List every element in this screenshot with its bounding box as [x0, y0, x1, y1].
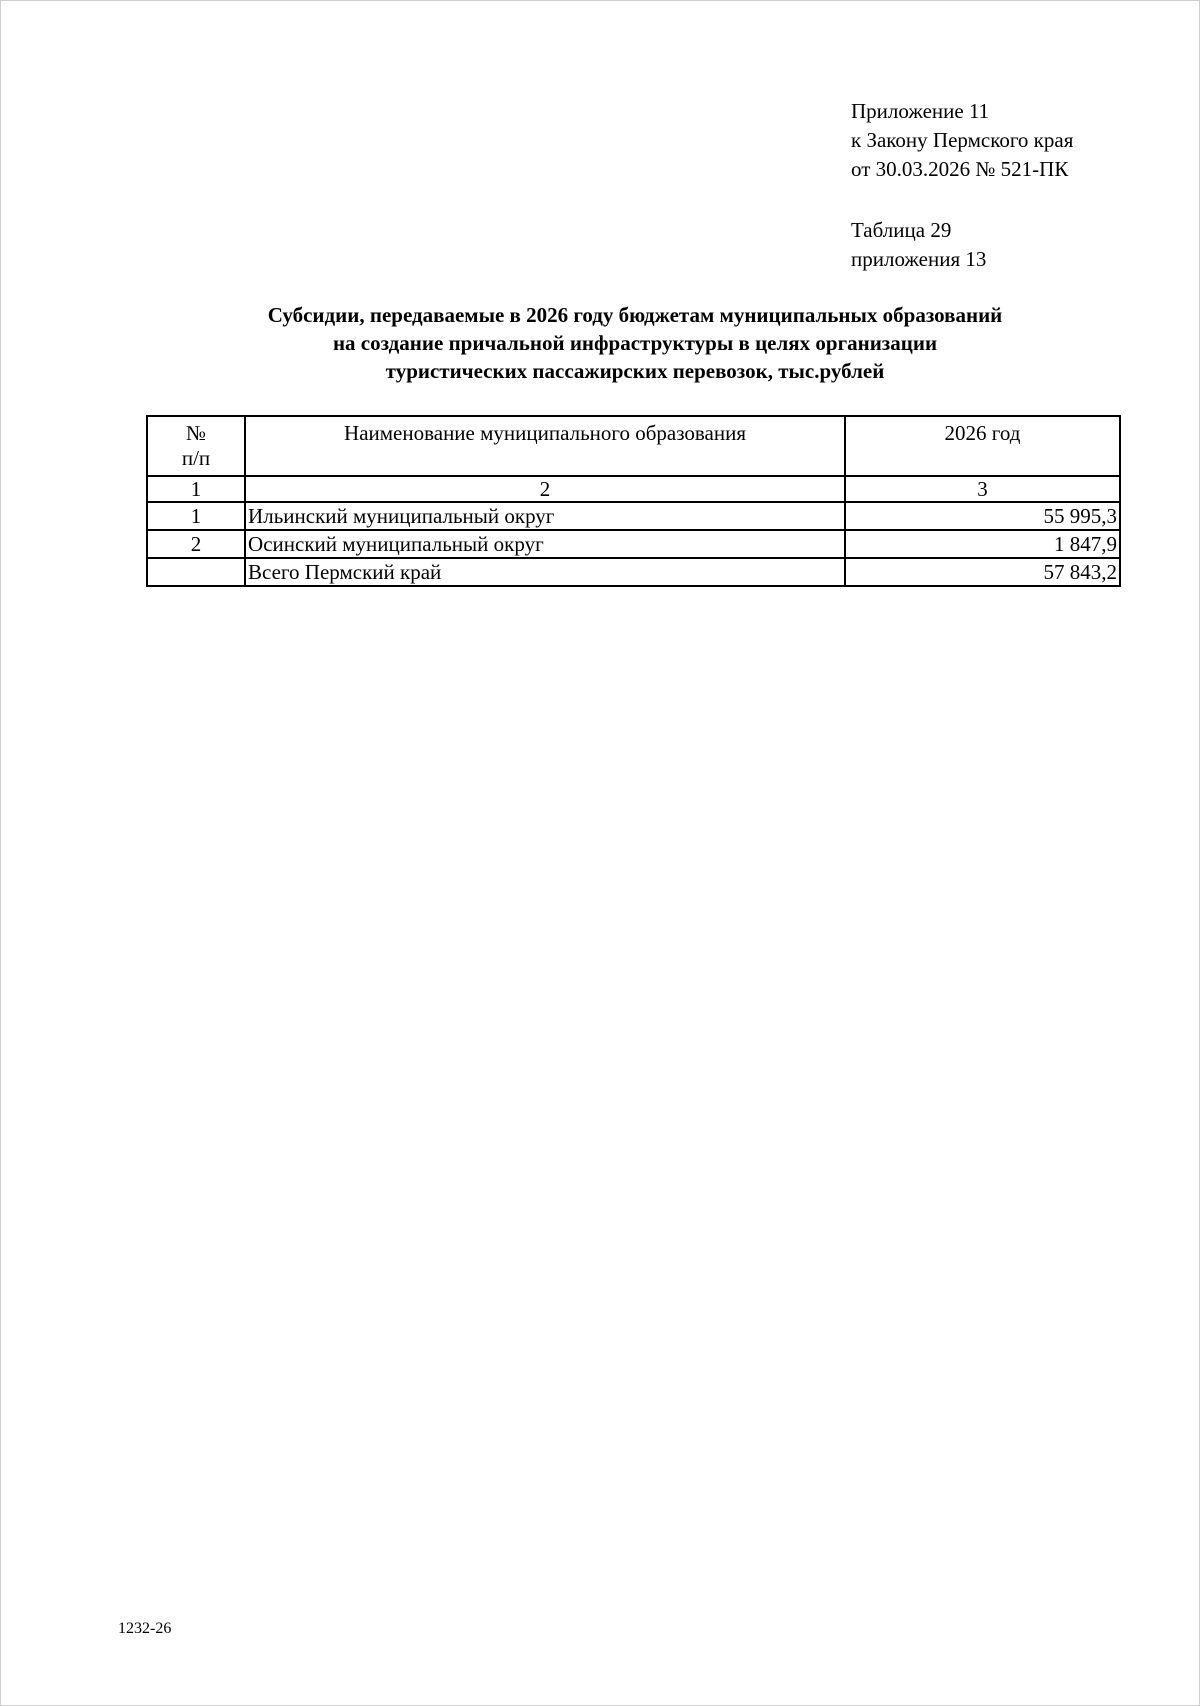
header-number: [147, 416, 245, 476]
title-line-2: на создание причальной инфраструктуры в целях организации: [332, 331, 938, 355]
column-index: 1: [147, 476, 245, 502]
row-amount: 55 995,3: [845, 502, 1120, 530]
table-header-row: [147, 416, 1120, 476]
title-line-3: туристических пассажирских перевозок, тыс.рублей: [385, 359, 885, 383]
header-number-line1: №: [186, 421, 207, 445]
table-number: Таблица 29: [851, 218, 952, 242]
document-code: 1232-26: [118, 1620, 172, 1637]
table-row: [147, 530, 1120, 558]
appendix-number: Приложение 11: [851, 99, 990, 123]
row-number: 2: [147, 530, 245, 558]
table-row: [147, 502, 1120, 530]
appendix-reference: [851, 97, 1073, 184]
header-year: 2026 год: [845, 416, 1120, 476]
header-number-line2: п/п: [181, 446, 211, 470]
appendix-law-date: от 30.03.2026 № 521-ПК: [851, 157, 1069, 181]
row-number: 1: [147, 502, 245, 530]
total-label: Всего Пермский край: [245, 558, 845, 586]
document-title: [150, 301, 1120, 385]
title-line-1: Субсидии, передаваемые в 2026 году бюджетам муниципальных образований: [267, 303, 1003, 327]
column-index-row: [147, 476, 1120, 502]
total-number: [147, 558, 245, 586]
row-amount: 1 847,9: [845, 530, 1120, 558]
header-name: Наименование муниципального образования: [245, 416, 845, 476]
table-reference: [851, 216, 986, 274]
total-amount: 57 843,2: [845, 558, 1120, 586]
total-row: [147, 558, 1120, 586]
subsidy-table: [146, 415, 1121, 587]
column-index: 2: [245, 476, 845, 502]
row-municipality: Ильинский муниципальный округ: [245, 502, 845, 530]
column-index: 3: [845, 476, 1120, 502]
table-appendix: приложения 13: [851, 247, 987, 271]
row-municipality: Осинский муниципальный округ: [245, 530, 845, 558]
appendix-law: к Закону Пермского края: [851, 128, 1074, 152]
